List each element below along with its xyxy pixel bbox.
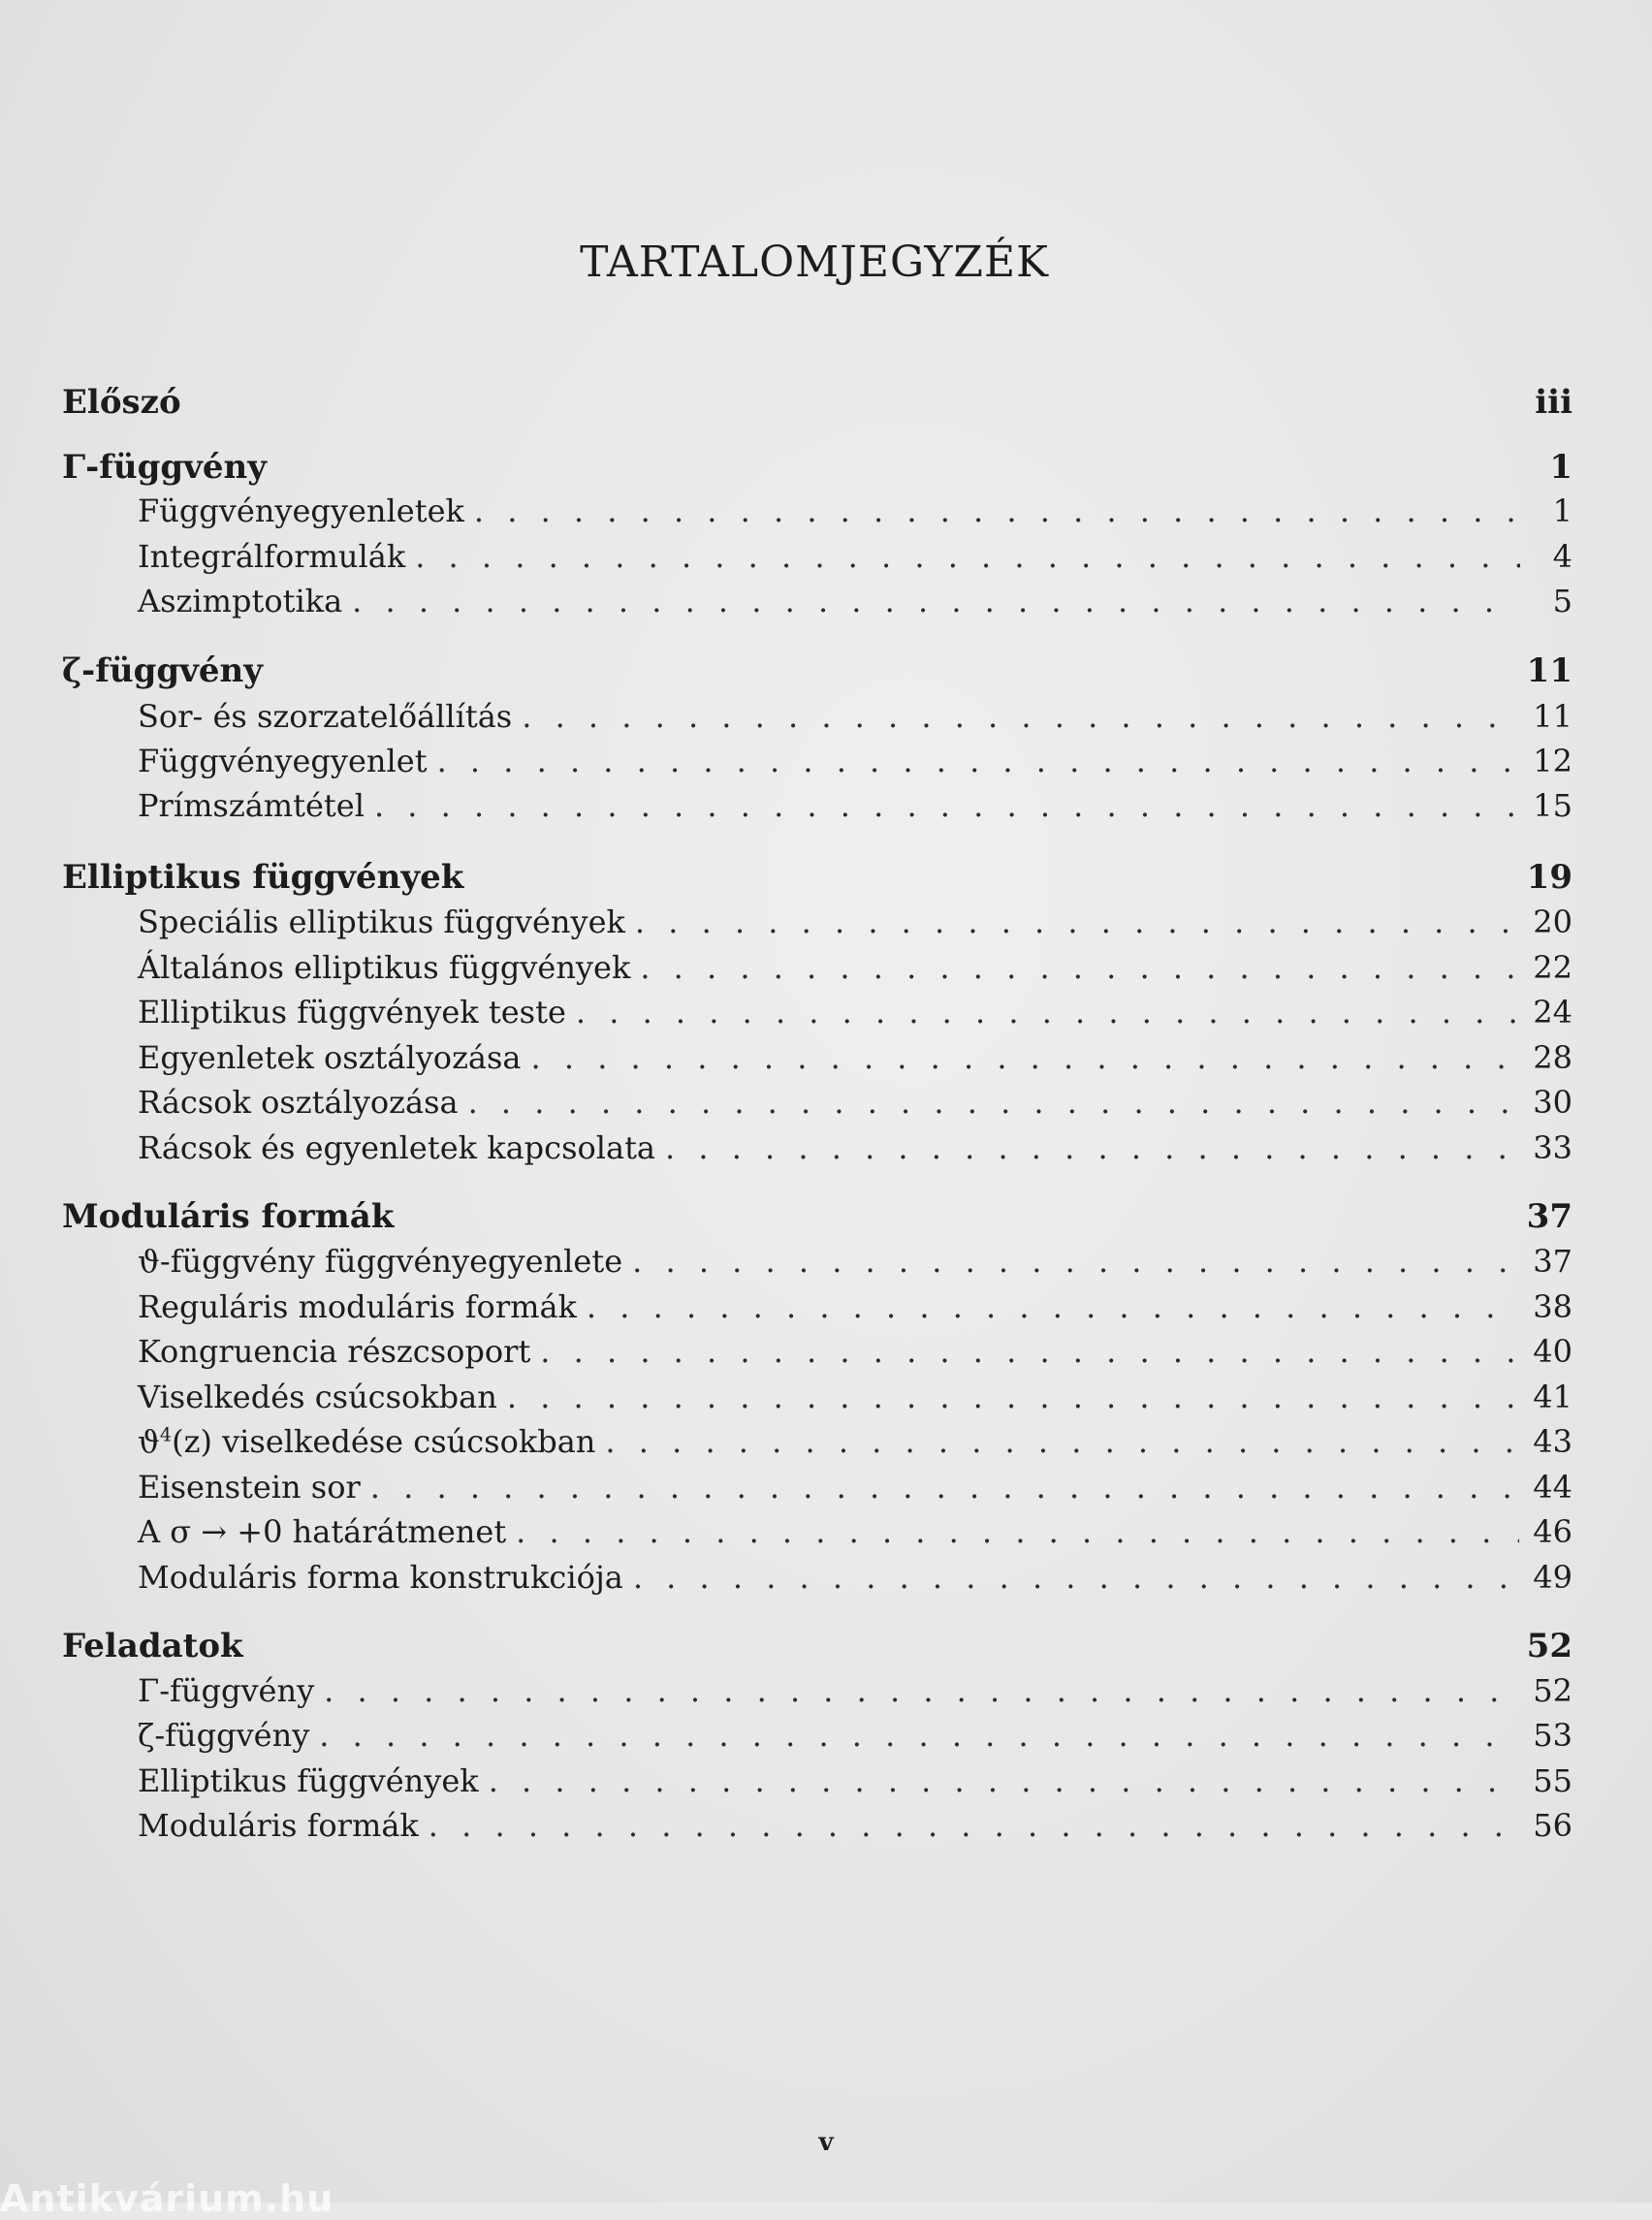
dot-leader — [635, 904, 1519, 940]
entry-page: 20 — [1533, 904, 1573, 940]
entry-label: Elliptikus függvények — [138, 1762, 479, 1799]
chapter-label: Elliptikus függvények — [62, 858, 464, 897]
chapter-label: Feladatok — [62, 1627, 243, 1665]
entry-label: Aszimptotika — [138, 583, 343, 619]
entry-label: Reguláris moduláris formák — [138, 1288, 577, 1325]
entry-page: 40 — [1533, 1333, 1573, 1370]
dot-leader — [415, 538, 1520, 575]
entry-page: 56 — [1533, 1807, 1573, 1844]
entry-page: 53 — [1533, 1717, 1573, 1754]
page-number-footer: v — [818, 2128, 834, 2157]
dot-leader — [531, 1039, 1520, 1076]
dot-leader — [468, 1084, 1520, 1121]
entry-page: 33 — [1533, 1129, 1573, 1166]
dot-leader — [516, 1513, 1519, 1550]
entry-label: ζ-függvény — [138, 1717, 310, 1754]
dot-leader — [507, 1379, 1519, 1415]
dot-leader — [576, 994, 1519, 1031]
dot-leader — [605, 1423, 1519, 1460]
page-title: TARTALOMJEGYZÉK — [580, 238, 1049, 287]
toc-entry[interactable] — [138, 1423, 1573, 1460]
entry-label: Prímszámtétel — [138, 787, 365, 824]
toc-entry[interactable] — [138, 949, 1573, 986]
toc-entry[interactable] — [138, 994, 1573, 1031]
toc-entry[interactable] — [138, 1513, 1573, 1550]
toc-chapter-zeta[interactable] — [62, 651, 1573, 690]
entry-page: 28 — [1533, 1039, 1573, 1076]
chapter-page: 37 — [1526, 1197, 1573, 1236]
exponent: 4 — [159, 1423, 173, 1446]
chapter-label: Moduláris formák — [62, 1197, 395, 1236]
toc-entry[interactable] — [138, 743, 1573, 779]
toc-entry[interactable] — [138, 1559, 1573, 1596]
toc-entry[interactable] — [138, 1084, 1573, 1121]
toc-chapter-gamma[interactable] — [62, 448, 1573, 487]
dot-leader — [632, 1243, 1519, 1280]
entry-page: 37 — [1533, 1243, 1573, 1280]
dot-leader — [374, 787, 1519, 824]
toc-entry[interactable] — [138, 1039, 1573, 1076]
entry-page: 15 — [1533, 787, 1573, 824]
entry-page: 38 — [1533, 1288, 1573, 1325]
chapter-page: iii — [1535, 383, 1573, 422]
toc-entry[interactable] — [138, 1717, 1573, 1754]
chapter-page: 52 — [1526, 1627, 1573, 1665]
chapter-page: 19 — [1526, 858, 1573, 897]
toc-entry[interactable] — [138, 1672, 1573, 1709]
entry-page: 1 — [1552, 492, 1573, 529]
entry-label: Moduláris formák — [138, 1807, 419, 1844]
theta-symbol: ϑ — [138, 1423, 160, 1460]
entry-page: 4 — [1552, 538, 1573, 575]
entry-label — [138, 1423, 595, 1460]
toc-entry[interactable] — [138, 583, 1573, 619]
entry-label: Függvényegyenletek — [138, 492, 464, 529]
entry-page: 12 — [1533, 743, 1573, 779]
entry-label: Elliptikus függvények teste — [138, 994, 566, 1031]
entry-page: 46 — [1533, 1513, 1573, 1550]
entry-label: Eisenstein sor — [138, 1469, 361, 1506]
dot-leader — [633, 1559, 1519, 1596]
toc-entry[interactable] — [138, 1333, 1573, 1370]
entry-label-rest: (z) viselkedése csúcsokban — [172, 1423, 596, 1460]
toc-entry[interactable] — [138, 904, 1573, 940]
dot-leader — [665, 1129, 1519, 1166]
entry-page: 43 — [1533, 1423, 1573, 1460]
toc-chapter-exercises[interactable] — [62, 1627, 1573, 1665]
entry-label: Rácsok osztályozása — [138, 1084, 459, 1121]
toc-entry[interactable] — [138, 1807, 1573, 1844]
dot-leader — [370, 1469, 1520, 1506]
dot-leader — [640, 949, 1519, 986]
entry-label: Rácsok és egyenletek kapcsolata — [138, 1129, 655, 1166]
entry-label: Általános elliptikus függvények — [138, 949, 631, 986]
dot-leader — [437, 743, 1520, 779]
entry-label: Viselkedés csúcsokban — [138, 1379, 497, 1415]
toc-entry[interactable] — [138, 1469, 1573, 1506]
dot-leader — [522, 698, 1519, 735]
toc-entry[interactable] — [138, 492, 1573, 529]
dot-leader — [587, 1288, 1519, 1325]
entry-page: 52 — [1533, 1672, 1573, 1709]
entry-page: 55 — [1533, 1762, 1573, 1799]
entry-label: Egyenletek osztályozása — [138, 1039, 522, 1076]
dot-leader — [319, 1717, 1519, 1754]
dot-leader — [324, 1672, 1519, 1709]
toc-entry[interactable] — [138, 1762, 1573, 1799]
chapter-label: ζ-függvény — [62, 651, 264, 690]
toc-entry[interactable] — [138, 1379, 1573, 1415]
dot-leader — [474, 492, 1520, 529]
entry-label: Sor- és szorzatelőállítás — [138, 698, 513, 735]
toc-entry[interactable] — [138, 1243, 1573, 1280]
toc-chapter-modular[interactable] — [62, 1197, 1573, 1236]
entry-page: 5 — [1552, 583, 1573, 619]
chapter-page: 1 — [1549, 448, 1573, 487]
dot-leader — [540, 1333, 1519, 1370]
entry-page: 22 — [1533, 949, 1573, 986]
toc-chapter-eloszo[interactable] — [62, 383, 1573, 422]
toc-entry[interactable] — [138, 698, 1573, 735]
dot-leader — [429, 1807, 1520, 1844]
entry-page: 41 — [1533, 1379, 1573, 1415]
toc-entry[interactable] — [138, 787, 1573, 824]
entry-page: 49 — [1533, 1559, 1573, 1596]
chapter-label: Γ-függvény — [62, 448, 268, 487]
entry-label: Kongruencia részcsoport — [138, 1333, 531, 1370]
toc-entry[interactable] — [138, 1288, 1573, 1325]
entry-label: Γ-függvény — [138, 1672, 315, 1709]
chapter-page: 11 — [1526, 651, 1573, 690]
entry-label: A σ → +0 határátmenet — [138, 1513, 507, 1550]
entry-page: 24 — [1533, 994, 1573, 1031]
entry-page: 30 — [1533, 1084, 1573, 1121]
chapter-label: Előszó — [62, 383, 181, 422]
watermark: Antikvárium.hu — [0, 2177, 334, 2220]
entry-label: ϑ-függvény függvényegyenlete — [138, 1243, 623, 1280]
entry-page: 44 — [1533, 1469, 1573, 1506]
entry-label: Moduláris forma konstrukciója — [138, 1559, 623, 1596]
toc-chapter-elliptic[interactable] — [62, 858, 1573, 897]
entry-label: Integrálformulák — [138, 538, 406, 575]
dot-leader — [352, 583, 1520, 619]
toc-entry[interactable] — [138, 538, 1573, 575]
entry-page: 11 — [1533, 698, 1573, 735]
toc-entry[interactable] — [138, 1129, 1573, 1166]
entry-label: Speciális elliptikus függvények — [138, 904, 625, 940]
entry-label: Függvényegyenlet — [138, 743, 428, 779]
dot-leader — [489, 1762, 1520, 1799]
